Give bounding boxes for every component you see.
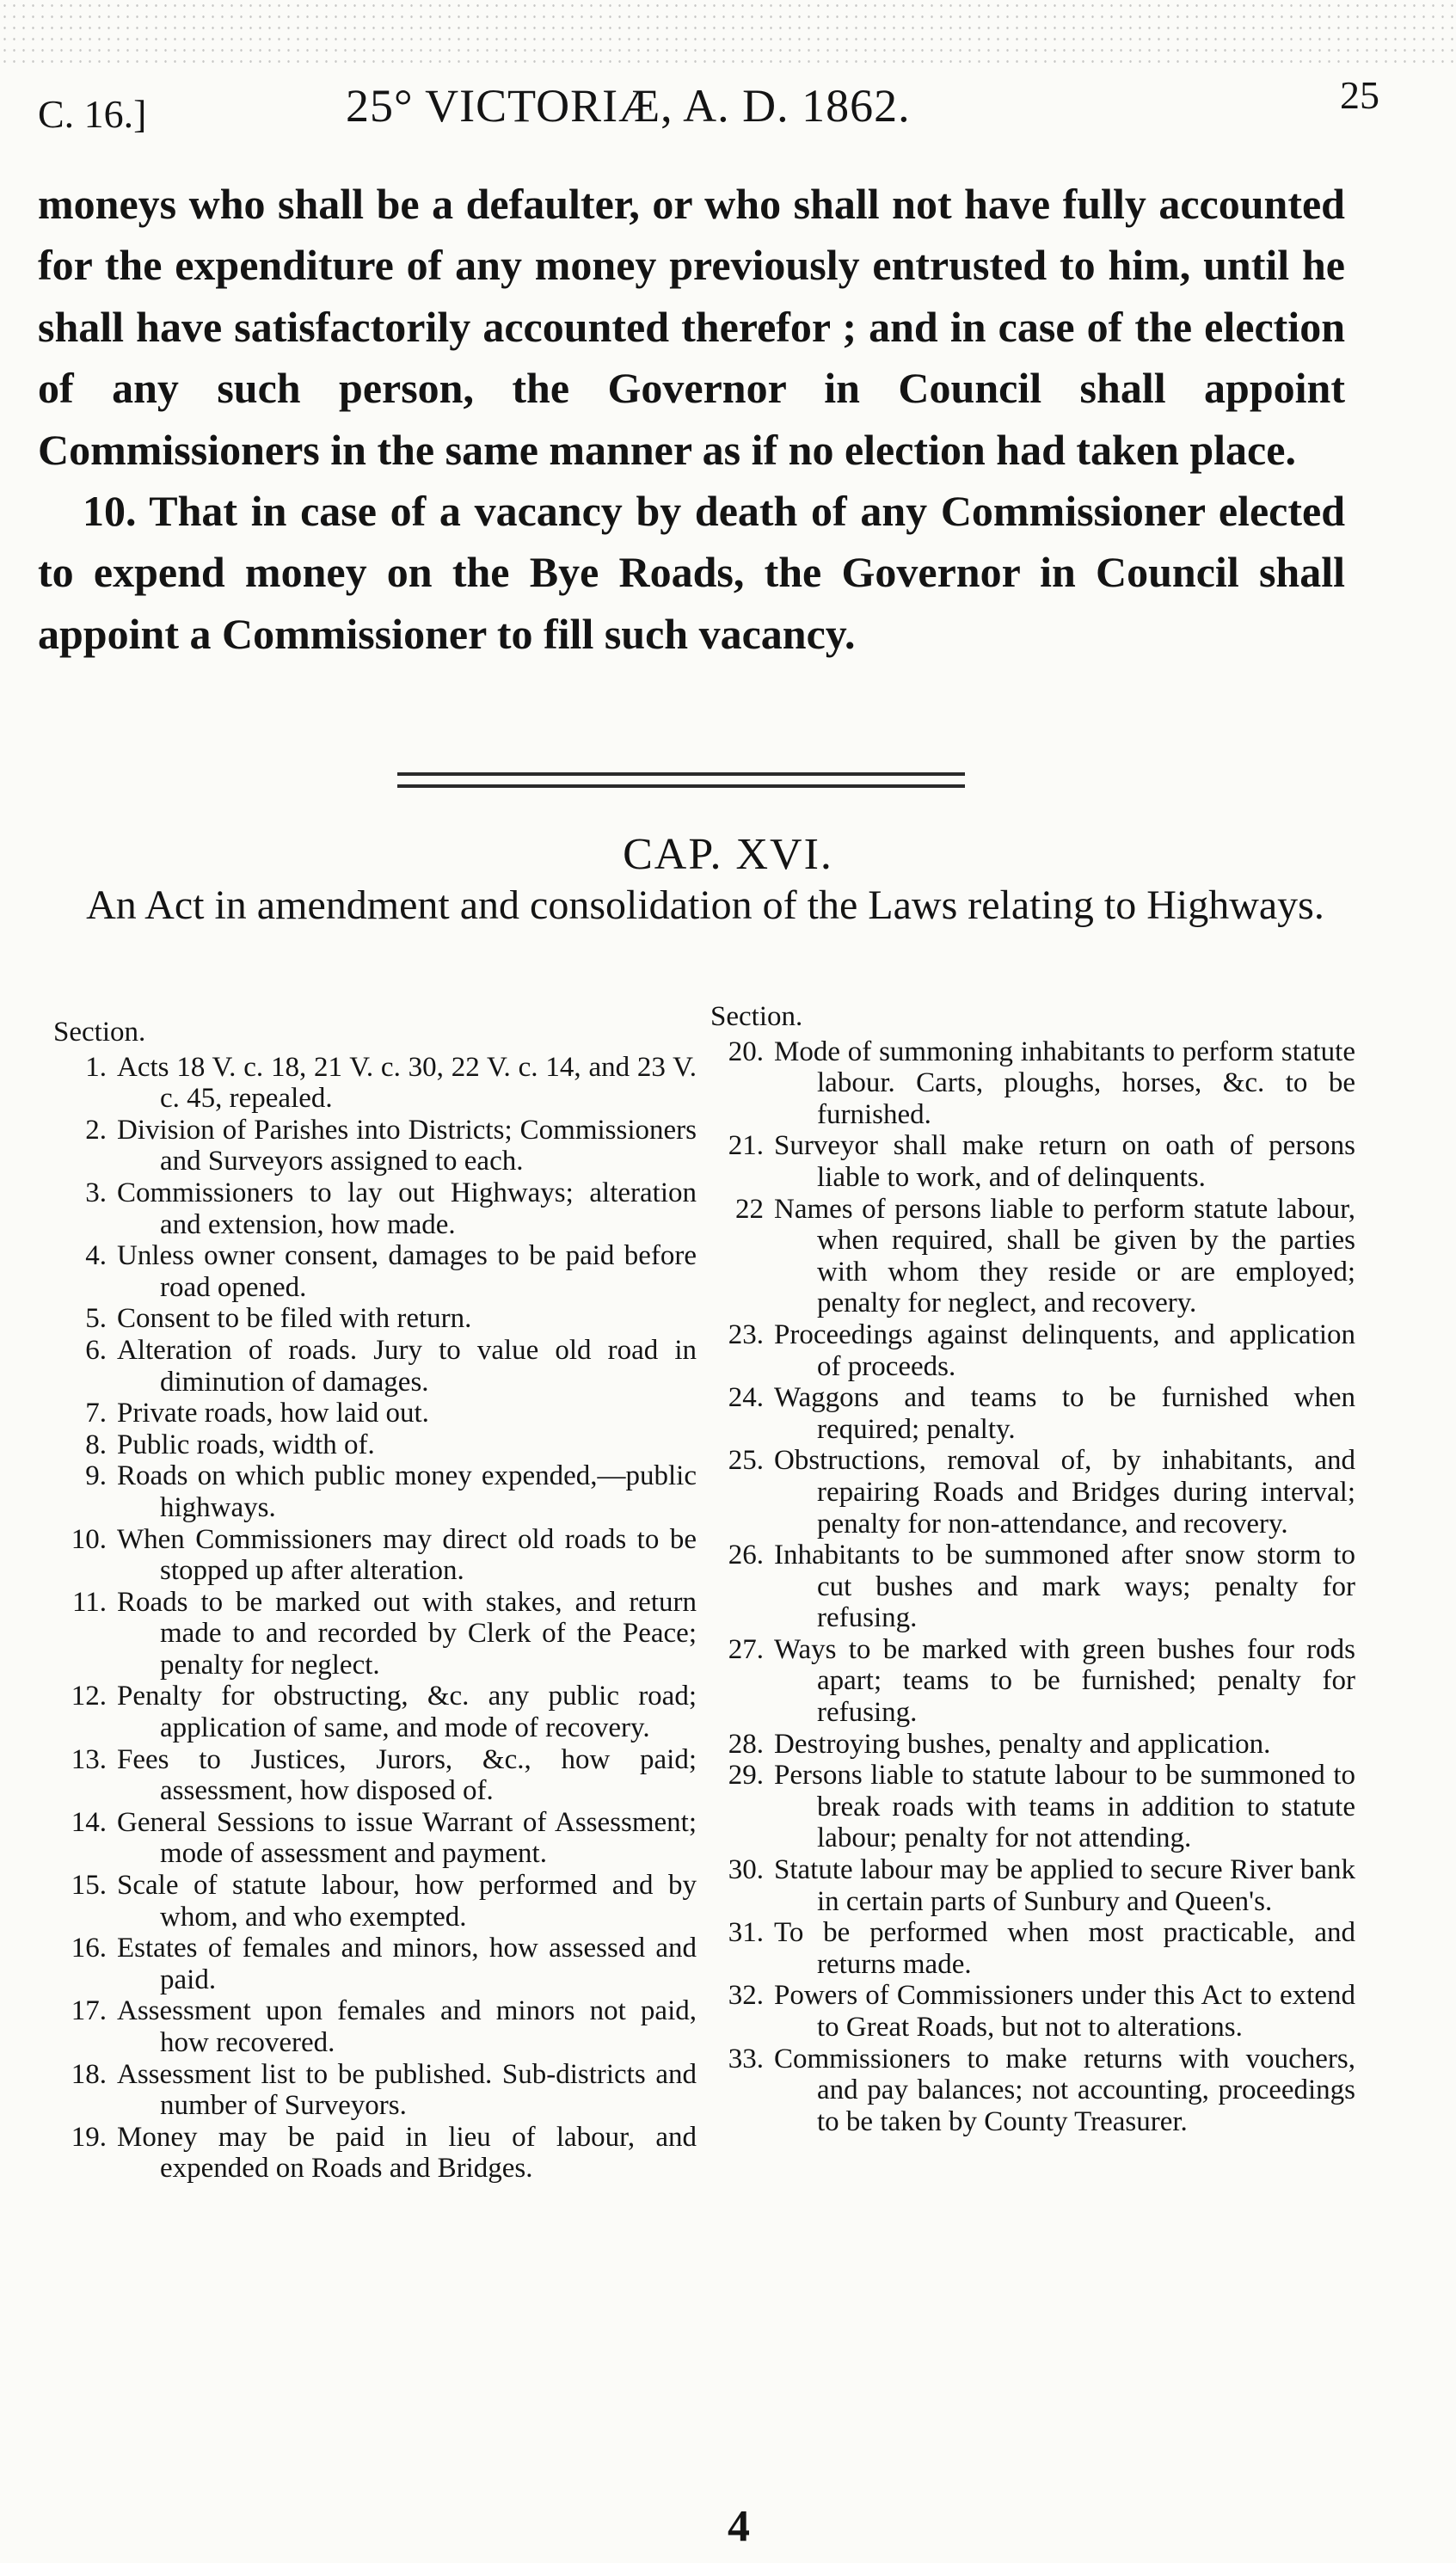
contents-left-column [53,1017,697,2185]
contents-item [53,1335,697,1398]
section-number: 3. [85,1177,107,1208]
contents-item [710,1382,1355,1445]
contents-item [53,1429,697,1461]
contents-item [710,1760,1355,1854]
section-number: 28. [728,1728,764,1760]
divider-rule-top [397,772,965,776]
divider-rule-bottom [397,784,965,788]
section-number: 15. [71,1870,107,1902]
section-number: 23. [728,1318,764,1350]
section-summary: Division of Parishes into Districts; Commissioners and Surveyors assigned to each. [117,1114,697,1177]
section-number: 22 [735,1193,764,1225]
section-summary: When Commissioners may direct old roads to be stopped up after alteration. [117,1523,697,1587]
section-10-paragraph: 10. That in case of a vacancy by death of any Commissioner elected to expend money on the Bye Roads, the Governor in Council shall appoint a Commissioner to fill such vacancy. [38,487,1345,658]
contents-item [710,1540,1355,1634]
section-summary: Ways to be marked with green bushes four rods apart; teams to be furnished; penalty for refusing. [774,1633,1355,1729]
contents-item [710,1917,1355,1980]
section-summary: Waggons and teams to be furnished when required; penalty. [774,1382,1355,1445]
section-number: 9. [85,1460,107,1492]
contents-item [53,1933,697,1995]
contents-item [710,1194,1355,1319]
running-header [38,72,1379,134]
section-number: 12. [71,1681,107,1712]
section-number: 1. [85,1051,107,1083]
section-summary: Persons liable to statute labour to be summoned to break roads with teams in addition to statute labour; penalty for not attending. [774,1760,1355,1854]
contents-item [53,1177,697,1240]
contents-item [710,1980,1355,2043]
contents-item [53,2059,697,2122]
section-heading: Section. [53,1017,146,1048]
section-number: 30. [728,1854,764,1886]
section-summary: Statute labour may be applied to secure River bank in certain parts of Sunbury and Queen's. [774,1854,1355,1917]
signature-mark: 4 [728,2502,750,2551]
contents-item [53,1240,697,1303]
contents-item [710,1319,1355,1382]
contents-item [53,1681,697,1743]
section-number: 19. [71,2121,107,2153]
section-summary: Mode of summoning inhabitants to perform statute labour. Carts, ploughs, horses, &c. to be furnished. [774,1036,1355,1130]
section-heading: Section. [710,1001,803,1032]
section-number: 25. [728,1445,764,1477]
contents-item [710,1130,1355,1193]
contents-item [53,1303,697,1335]
section-summary: Consent to be filed with return. [117,1303,472,1335]
section-summary: Destroying bushes, penalty and application. [774,1728,1271,1760]
section-number: 33. [728,2043,764,2074]
section-summary: Commissioners to lay out Highways; alteration and extension, how made. [117,1177,697,1240]
section-number: 29. [728,1760,764,1792]
perforation-edge [0,0,1456,64]
section-summary: Penalty for obstructing, &c. any public road; application of same, and mode of recovery. [117,1681,697,1744]
contents-list-left [53,1052,697,2185]
section-number: 16. [71,1933,107,1964]
section-number: 5. [85,1303,107,1335]
section-summary: Inhabitants to be summoned after snow storm to cut bushes and mark ways; penalty for refusing. [774,1540,1355,1634]
section-number: 18. [71,2058,107,2090]
section-summary: General Sessions to issue Warrant of Assessment; mode of assessment and payment. [117,1806,697,1870]
contents-item [53,1115,697,1177]
contents-item [53,1587,697,1681]
contents-item [53,1460,697,1523]
section-number: 13. [71,1743,107,1775]
contents-list-right [710,1036,1355,2138]
section-summary: Commissioners to make returns with vouchers, and pay balances; not accounting, proceedings to be taken by County Treasurer. [774,2043,1355,2137]
section-number: 4. [85,1240,107,1272]
section-summary: Alteration of roads. Jury to value old road in diminution of damages. [117,1334,697,1398]
section-summary: Unless owner consent, damages to be paid before road opened. [117,1240,697,1303]
section-number: 7. [85,1398,107,1429]
contents-item [53,1807,697,1870]
contents-item [710,1854,1355,1917]
section-summary: Surveyor shall make return on oath of persons liable to work, and of delinquents. [774,1130,1355,1193]
body-text [38,174,1345,665]
section-summary: Obstructions, removal of, by inhabitants, and repairing Roads and Bridges during interval; penalty for non-attendance, and recovery. [774,1445,1355,1540]
contents-item [53,1524,697,1587]
section-number: 21. [728,1130,764,1162]
section-summary: Roads to be marked out with stakes, and return made to and recorded by Clerk of the Peace; penalty for neglect. [117,1586,697,1681]
section-summary: Private roads, how laid out. [117,1398,429,1429]
section-number: 24. [728,1382,764,1414]
act-title: An Act in amendment and consolidation of the Laws relating to Highways. [86,882,1324,928]
contents-item [53,2122,697,2185]
chapter-number: CAP. XVI. [623,830,833,879]
contents-item [53,1052,697,1115]
section-summary: To be performed when most practicable, and returns made. [774,1917,1355,1980]
section-number: 11. [71,1586,107,1618]
section-summary: Powers of Commissioners under this Act to extend to Great Roads, but not to alterations. [774,1980,1355,2043]
section-number: 6. [85,1334,107,1366]
section-number: 20. [728,1036,764,1067]
section-number: 8. [85,1429,107,1460]
section-number: 27. [728,1633,764,1665]
section-summary: Public roads, width of. [117,1429,375,1460]
contents-item [710,1729,1355,1761]
contents-item [710,1634,1355,1729]
section-summary: Assessment list to be published. Sub-districts and number of Surveyors. [117,2058,697,2122]
section-summary: Roads on which public money expended,—public highways. [117,1460,697,1523]
section-number: 2. [85,1114,107,1146]
section-summary: Money may be paid in lieu of labour, and expended on Roads and Bridges. [117,2121,697,2185]
contents-item [53,1870,697,1933]
contents-right-column [710,1001,1355,2137]
continued-paragraph: moneys who shall be a defaulter, or who shall not have fully accounted for the expenditure of any money previously entrusted to him, until he shall have satisfactorily accounted therefor ; and in case of the election of any such person, the Governor in Council shall appoint Commissioners in the same manner as if no election had taken place. [38,180,1345,474]
contents-item [53,1744,697,1807]
section-number: 32. [728,1980,764,2012]
contents-item [710,2044,1355,2138]
page-number: 25 [1340,73,1379,117]
section-number: 26. [728,1540,764,1571]
section-summary: Fees to Justices, Jurors, &c., how paid; assessment, how disposed of. [117,1743,697,1807]
section-summary: Names of persons liable to perform statute labour, when required, shall be given by the parties with whom they reside or are employed; penalty for neglect, and recovery. [774,1193,1355,1319]
section-summary: Estates of females and minors, how assessed and paid. [117,1933,697,1995]
section-number: 10. [71,1523,107,1555]
section-number: 14. [71,1806,107,1838]
contents-item [53,1995,697,2058]
contents-item [710,1445,1355,1540]
section-number: 31. [728,1917,764,1949]
contents-item [710,1036,1355,1131]
section-summary: Assessment upon females and minors not paid, how recovered. [117,1995,697,2058]
section-summary: Scale of statute labour, how performed and by whom, and who exempted. [117,1870,697,1933]
running-title: 25° VICTORIÆ, A. D. 1862. [346,80,911,132]
chapter-reference: C. 16.] [38,92,147,136]
contents-item [53,1398,697,1429]
section-number: 17. [71,1995,107,2027]
section-summary: Acts 18 V. c. 18, 21 V. c. 30, 22 V. c. 14, and 23 V. c. 45, repealed. [117,1051,697,1115]
section-summary: Proceedings against delinquents, and application of proceeds. [774,1318,1355,1382]
